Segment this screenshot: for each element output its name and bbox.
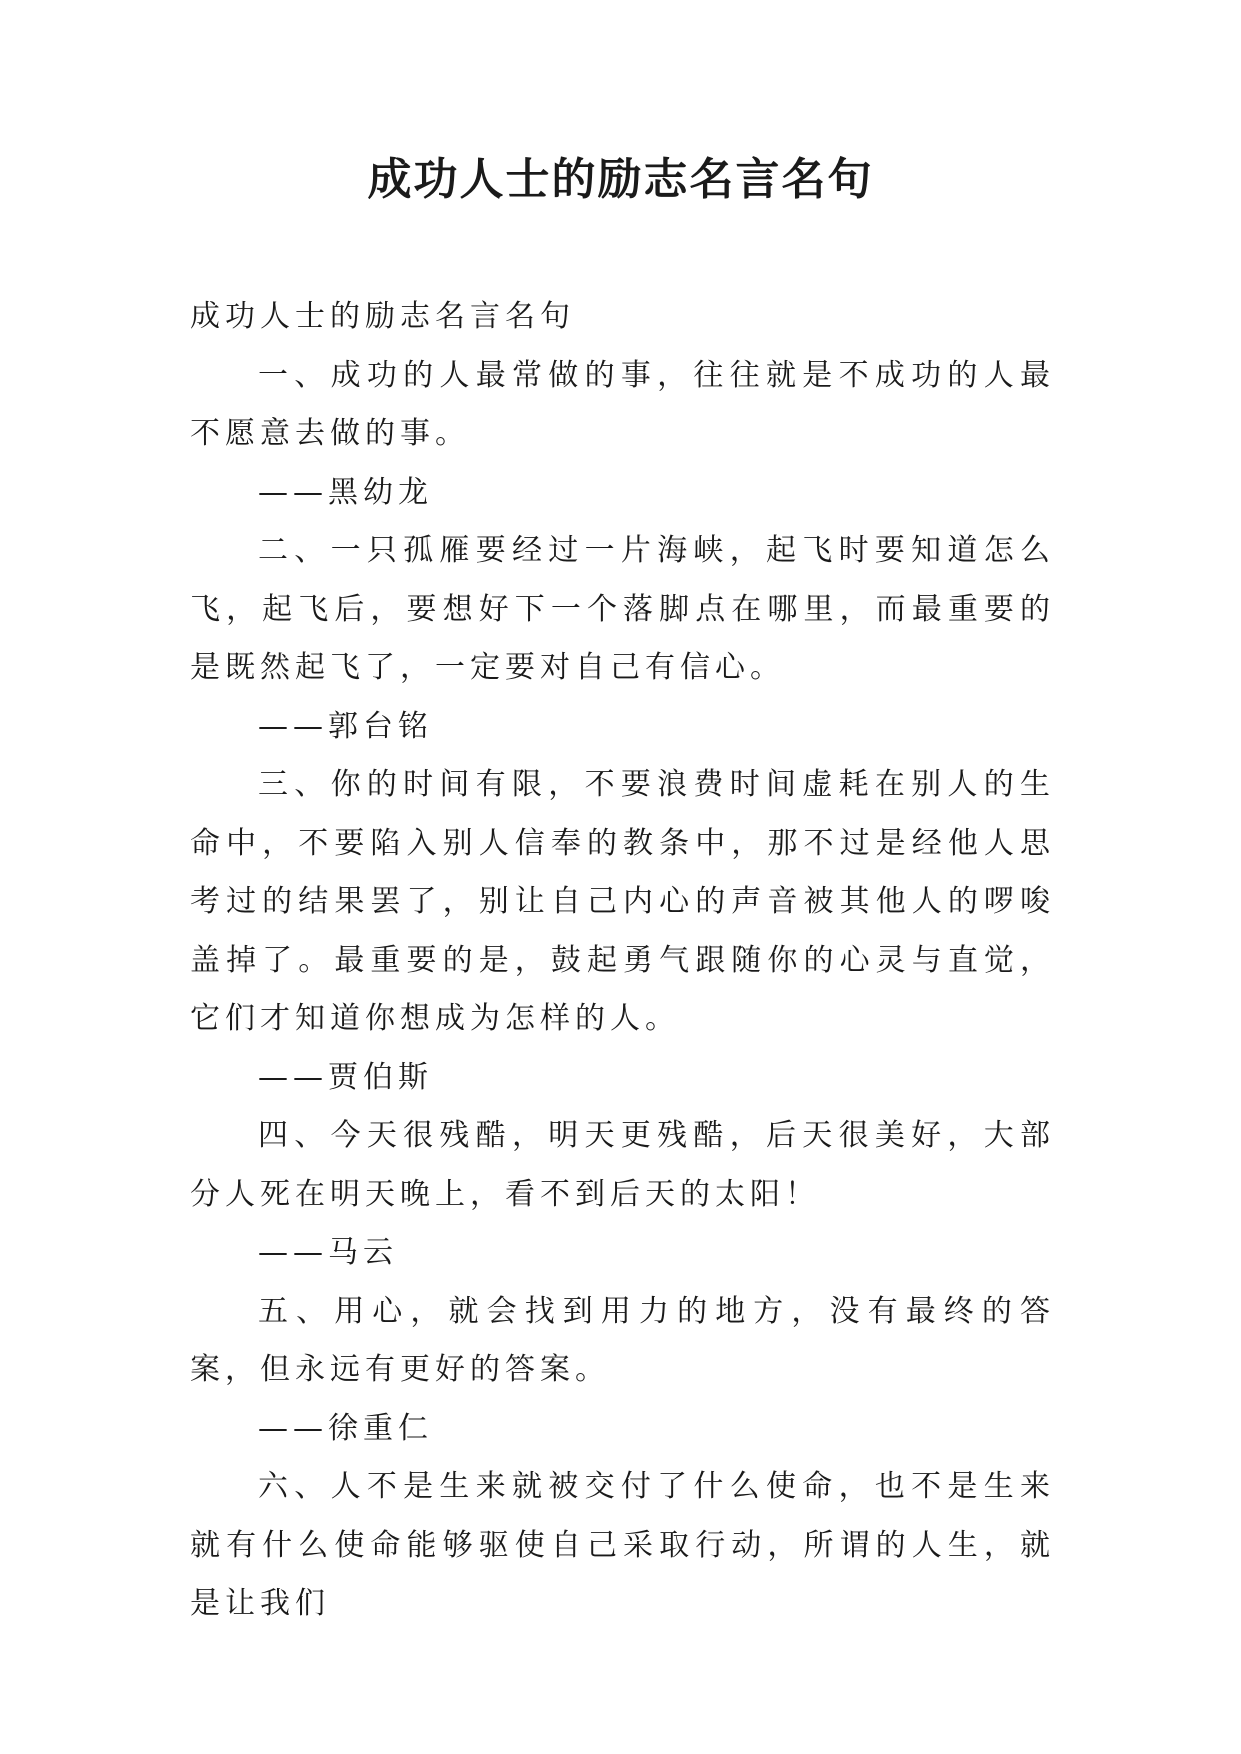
quote-author-1: ——黑幼龙 [258,474,433,510]
quote-text-6: 六、人不是生来就被交付了什么使命，也不是生来就有什么使命能够驱使自己采取行动，所谓的人生，就是让我们 [190,1469,1055,1621]
quote-author-3: ——贾伯斯 [258,1059,433,1095]
quote-author-4: ——马云 [258,1235,398,1270]
document-title: 成功人士的励志名言名句 [367,154,874,205]
quote-author-2: ——郭台铭 [258,708,433,744]
quote-text-5: 五、用心，就会找到用力的地方，没有最终的答案，但永远有更好的答案。 [190,1293,1055,1387]
document-subtitle: 成功人士的励志名言名句 [190,299,575,334]
quote-text-2: 二、一只孤雁要经过一片海峡，起飞时要知道怎么飞，起飞后，要想好下一个落脚点在哪里，而最重要的是既然起飞了，一定要对自己有信心。 [190,533,1055,685]
quote-text-3: 三、你的时间有限，不要浪费时间虚耗在别人的生命中，不要陷入别人信奉的教条中，那不过是经他人思考过的结果罢了，别让自己内心的声音被其他人的啰唆盖掉了。最重要的是，鼓起勇气跟随你的心灵与直觉，它们才知道你想成为怎样的人。 [190,767,1055,1036]
quote-author-5: ——徐重仁 [258,1410,433,1446]
quote-text-4: 四、今天很残酷，明天更残酷，后天很美好，大部分人死在明天晚上，看不到后天的太阳！ [190,1118,1055,1212]
document-body [190,288,1055,1634]
quote-text-1: 一、成功的人最常做的事，往往就是不成功的人最不愿意去做的事。 [190,357,1055,451]
